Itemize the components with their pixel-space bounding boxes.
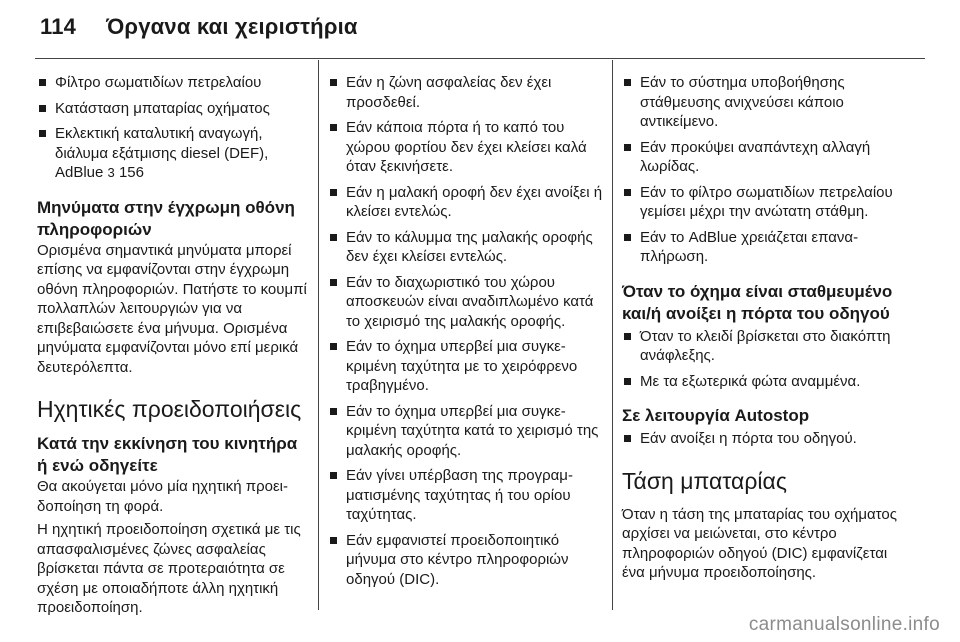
column-divider-2 [612,60,613,610]
chapter-heading: Ηχητικές προειδοποιήσεις [37,396,302,422]
list-item: Εάν το κάλυμμα της μαλακής οροφής δεν έχει κλείσει εντελώς. [328,228,603,267]
column-2 [328,73,603,610]
list-item: Εάν το σύστημα υποβοήθησης στάθμευσης ανιχνεύσει κάποιο αντικείμενο. [622,73,912,132]
section-heading: Σε λειτουργία Autostop [622,406,810,425]
column-1 [37,73,307,616]
paragraph: Όταν η τάση της μπαταρίας του οχήματος αρχίσει να μειώνεται, στο κέντρο πληροφοριών οδηγού (DIC) εμφανίζεται ένα μήνυμα προειδοποίησης. [622,505,897,581]
paragraph: Θα ακούγεται μόνο μία ηχητική προειδοποίηση τη φορά. [37,478,288,515]
list-item: Εάν κάποια πόρτα ή το καπό του χώρου φορτίου δεν έχει κλείσει καλά όταν ξεκινήσετε. [328,118,603,177]
section-heading: Μηνύματα στην έγχρωμη οθόνη πληροφοριών [37,197,295,239]
list-item: Όταν το κλειδί βρίσκεται στο διακόπτη ανάφλεξης. [622,327,912,366]
bullet-list [622,327,912,392]
column-divider-1 [318,60,319,610]
header-rule [35,58,925,59]
paragraph: Η ηχητική προειδοποίηση σχετικά με τις απασφαλισμένες ζώνες ασφαλείας βρίσκεται πάντα σε προτεραιότητα σε σχέση με οποιαδήποτε άλλη ηχητική προειδοποίηση. [37,521,301,616]
column-3 [622,73,912,610]
list-item: Εάν το φίλτρο σωματιδίων πετρελαίου γεμίσει μέχρι την ανώτατη στάθμη. [622,183,912,222]
page-number: 114 [40,14,77,39]
chapter-heading: Τάση μπαταρίας [622,467,787,494]
list-item: Κατάσταση μπαταρίας οχήματος [37,99,307,119]
list-item: Εάν εμφανιστεί προειδοποιητικό μήνυμα στο κέντρο πληροφοριών οδηγού (DIC). [328,531,603,590]
bullet-list [622,429,912,449]
page-ref-arrow-icon: 3 [107,165,115,180]
list-item: Εάν το όχημα υπερβεί μια συγκεκριμένη ταχύτητα με το χειρόφρενο τραβηγμένο. [328,337,603,396]
section-heading: Κατά την εκκίνηση του κινητήρα ή ενώ οδηγείτε [37,434,298,475]
list-item: Με τα εξωτερικά φώτα αναμμένα. [622,372,912,392]
list-item: Εάν ανοίξει η πόρτα του οδηγού. [622,429,912,449]
list-item: Εάν το διαχωριστικό του χώρου αποσκευών είναι αναδιπλωμένο κατά το χειρισμό της μαλακής οροφής. [328,273,603,332]
bullet-list [328,73,603,589]
list-item: Εάν το AdBlue χρειάζεται επαναπλήρωση. [622,228,912,267]
list-item: Φίλτρο σωματιδίων πετρελαίου [37,73,307,93]
paragraph: Ορισμένα σημαντικά μηνύματα μπορεί επίσης να εμφανίζονται στην έγχρωμη οθόνη πληροφοριών. Πατήστε το κουμπί πολλαπλών λειτουργιών για να επιβεβαιώσετε ένα μήνυμα. Ορισμένα μηνύματα εμφανίζονται μόνο επί μερικά δευτερόλεπτα. [37,241,307,376]
list-item: Εάν η ζώνη ασφαλείας δεν έχει προσδεθεί. [328,73,603,112]
list-item: Εάν προκύψει αναπάντεχη αλλαγή λωρίδας. [622,138,912,177]
list-item: Εάν γίνει υπέρβαση της προγραμματισμένης ταχύτητας ή του ορίου ταχύτητας. [328,466,603,525]
bullet-list [37,73,307,183]
list-item: Εάν η μαλακή οροφή δεν έχει ανοίξει ή κλείσει εντελώς. [328,183,603,222]
page-header [40,14,358,50]
watermark: carmanualsonline.info [748,614,940,635]
page-ref: 156 [118,164,144,181]
list-item: Εκλεκτική καταλυτική αναγωγή, διάλυμα εξάτμισης diesel (DEF), AdBlue 3 156 [37,124,307,183]
page-title: Όργανα και χειριστήρια [106,14,358,39]
section-heading: Όταν το όχημα είναι σταθμευμένο και/ή ανοίξει η πόρτα του οδηγού [622,281,893,323]
list-item: Εάν το όχημα υπερβεί μια συγκεκριμένη ταχύτητα κατά το χειρισμό της μαλακής οροφής. [328,402,603,461]
bullet-list [622,73,912,267]
